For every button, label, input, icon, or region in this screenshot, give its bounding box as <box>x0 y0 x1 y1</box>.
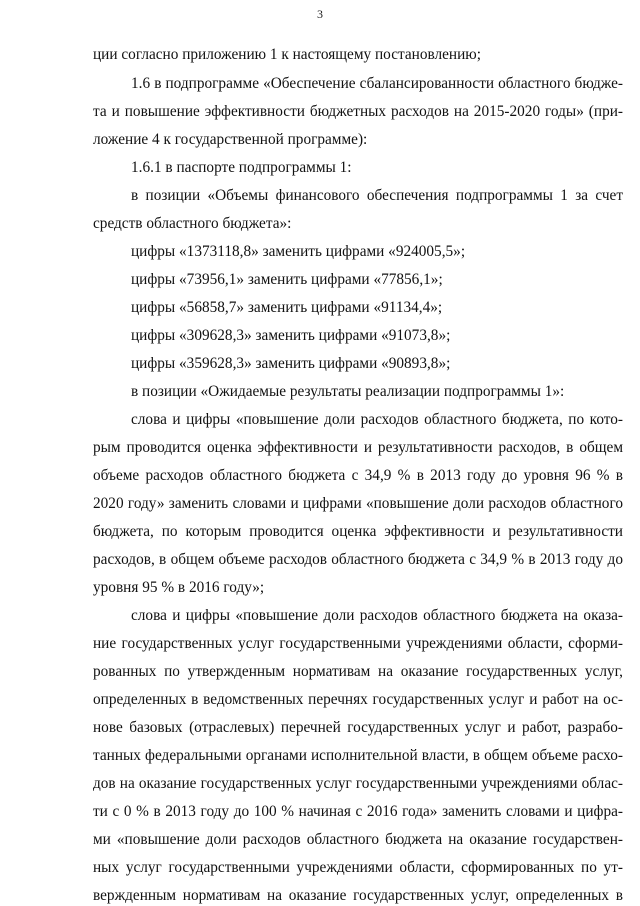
text-line: ложение 4 к государственной программе): <box>93 131 368 148</box>
text-line: рым проводится оценка эффективности и результативности расходов, в общем <box>93 439 623 456</box>
text-line: цифры «359628,3» заменить цифрами «90893,8»; <box>131 355 451 372</box>
text-line: слова и цифры «повышение доли расходов областного бюджета на оказа- <box>131 607 623 624</box>
text-line: в позиции «Объемы финансового обеспечения подпрограммы 1 за счет <box>131 187 623 204</box>
text-line: ми «повышение доли расходов областного бюджета на оказание государствен- <box>93 831 623 848</box>
text-line: та и повышение эффективности бюджетных расходов на 2015-2020 годы» (при- <box>93 103 623 120</box>
text-line: средств областного бюджета»: <box>93 215 292 232</box>
text-line: дов на оказание государственных услуг государственными учреждениями облас- <box>93 775 623 792</box>
text-line: рованных по утвержденным нормативам на оказание государственных услуг, <box>93 663 623 680</box>
text-line: нове базовых (отраслевых) перечней государственных услуг и работ, разрабо- <box>93 719 623 736</box>
text-line: ние государственных услуг государственными учреждениями области, сформи- <box>93 635 623 652</box>
text-line: цифры «56858,7» заменить цифрами «91134,4»; <box>131 299 443 316</box>
text-line: ти с 0 % в 2013 году до 100 % начиная с 2016 года» заменить словами и цифра- <box>93 803 623 820</box>
text-line: слова и цифры «повышение доли расходов областного бюджета, по кото- <box>131 411 623 428</box>
text-line: уровня 95 % в 2016 году»; <box>93 579 265 596</box>
text-line: цифры «73956,1» заменить цифрами «77856,1»; <box>131 271 443 288</box>
text-line: объеме расходов областного бюджета с 34,9 % в 2013 году до уровня 96 % в <box>93 467 623 484</box>
text-line: бюджета, по которым проводится оценка эффективности и результативности <box>93 523 623 540</box>
text-line: определенных в ведомственных перечнях государственных услуг и работ на ос- <box>93 691 623 708</box>
text-line: цифры «1373118,8» заменить цифрами «924005,5»; <box>131 243 466 260</box>
text-line: ции согласно приложению 1 к настоящему постановлению; <box>93 46 481 63</box>
text-line: ных услуг государственными учреждениями области, сформированных по ут- <box>93 859 623 876</box>
text-line: в позиции «Ожидаемые результаты реализации подпрограммы 1»: <box>131 383 565 400</box>
text-line: 1.6.1 в паспорте подпрограммы 1: <box>131 159 352 176</box>
text-line: вержденным нормативам на оказание государственных услуг, определенных в <box>93 887 623 904</box>
text-line: расходов, в общем объеме расходов областного бюджета с 34,9 % в 2013 году до <box>93 551 623 568</box>
text-line: 1.6 в подпрограмме «Обеспечение сбалансированности областного бюдже- <box>131 75 623 92</box>
text-line: танных федеральными органами исполнительной власти, в общем объеме расхо- <box>93 747 623 764</box>
text-line: 2020 году» заменить словами и цифрами «повышение доли расходов областного <box>93 495 623 512</box>
text-line: цифры «309628,3» заменить цифрами «91073,8»; <box>131 327 451 344</box>
page-number: 3 <box>317 7 323 21</box>
